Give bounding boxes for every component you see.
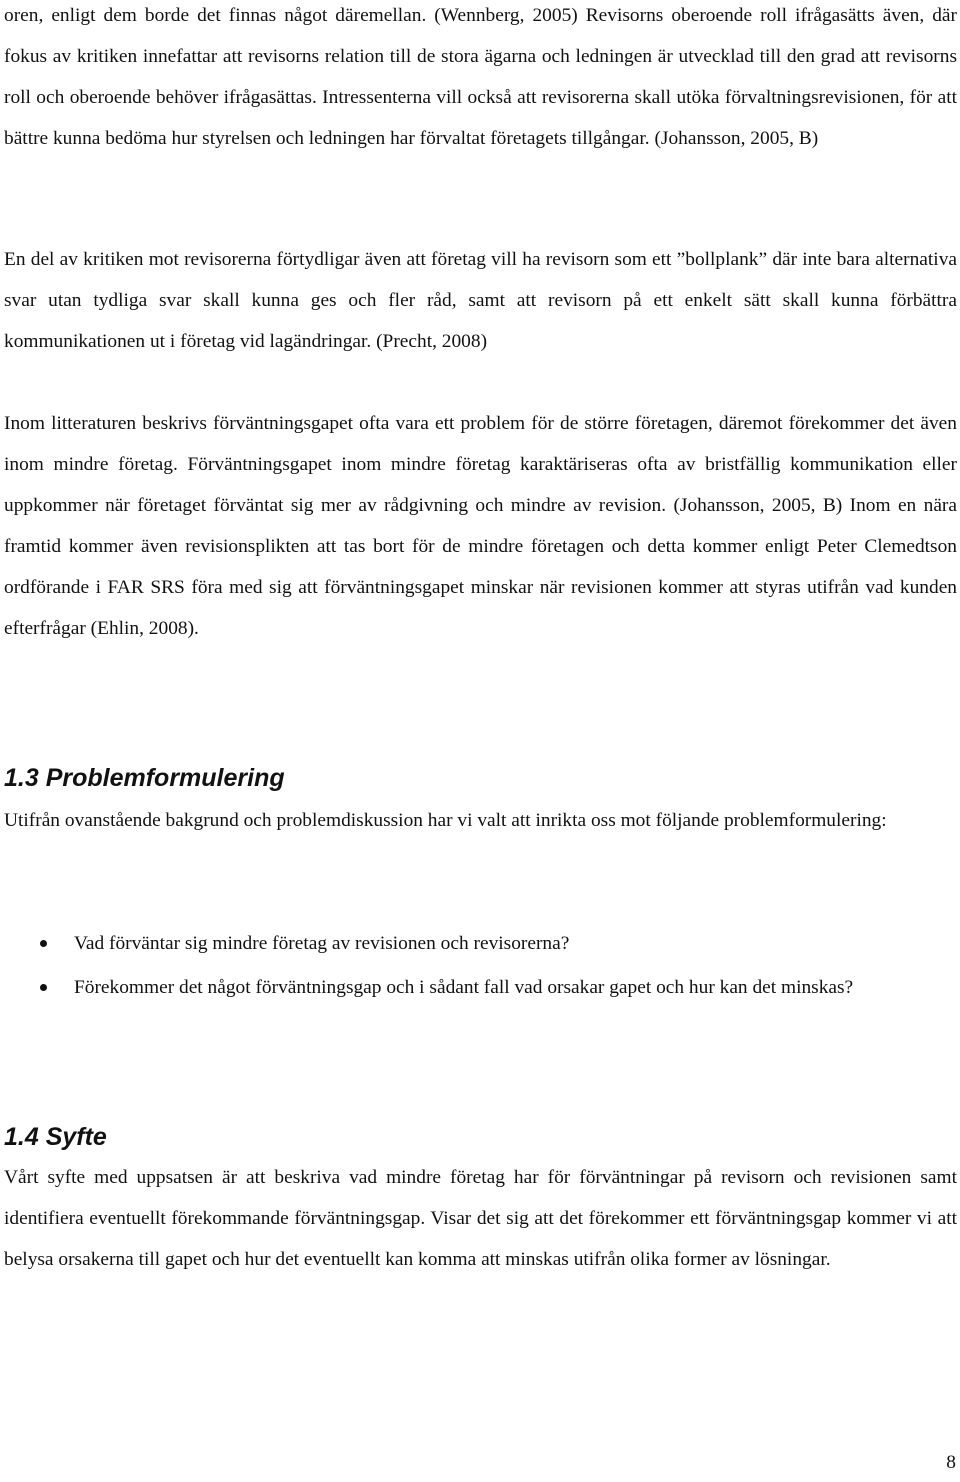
paragraph-expectation-gap-small-firms: Inom litteraturen beskrivs förväntningsgapet ofta vara ett problem för de större företagen, däremot förekommer det även inom mindre företag. Förväntningsgapet inom mindre företag karaktäriseras ofta av bristfällig kommunikation eller uppkommer när företaget förväntat sig mer av rådgivning och mindre av revision. (Johansson, 2005, B) Inom en nära framtid kommer även revisionsplikten att tas bort för de mindre företagen och detta kommer enligt Peter Clemedtson ordförande i FAR SRS föra med sig att förväntningsgapet minskar när revisionen kommer att styras utifrån vad kunden efterfrågar (Ehlin, 2008). — [4, 413, 957, 639]
research-question-text: Förekommer det något förväntningsgap och i sådant fall vad orsakar gapet och hur kan det minskas? — [74, 977, 854, 998]
list-item — [4, 923, 957, 964]
paragraph-problem-intro: Utifrån ovanstående bakgrund och problemdiskussion har vi valt att inrikta oss mot följande problemformulering: — [4, 810, 887, 831]
paragraph-purpose: Vårt syfte med uppsatsen är att beskriva vad mindre företag har för förväntningar på revisorn och revisionen samt identifiera eventuellt förekommande förväntningsgap. Visar det sig att det förekommer ett förväntningsgap kommer vi att belysa orsakerna till gapet och hur det eventuellt kan komma att minskas utifrån olika former av lösningar. — [4, 1167, 957, 1270]
list-item — [4, 967, 957, 1008]
section-heading-syfte: 1.4 Syfte — [4, 1123, 107, 1151]
section-heading-problemformulering: 1.3 Problemformulering — [4, 764, 285, 792]
paragraph-criticism-independence: oren, enligt dem borde det finnas något däremellan. (Wennberg, 2005) Revisorns oberoende roll ifrågasätts även, där fokus av kritiken innefattar att revisorns relation till de stora ägarna och ledningen är utvecklad till den grad att revisorns roll och oberoende behöver ifrågasättas. Intressenterna vill också att revisorerna skall utöka förvaltningsrevisionen, för att bättre kunna bedöma hur styrelsen och ledningen har förvaltat företagets tillgångar. (Johansson, 2005, B) — [4, 5, 957, 149]
paragraph-sounding-board: En del av kritiken mot revisorerna förtydligar även att företag vill ha revisorn som ett ”bollplank” där inte bara alternativa svar utan tydliga svar skall kunna ges och fler råd, samt att revisorn på ett enkelt sätt skall kunna förbättra kommunikationen ut i företag vid lagändringar. (Precht, 2008) — [4, 249, 957, 352]
research-question-text: Vad förväntar sig mindre företag av revisionen och revisorerna? — [74, 933, 570, 954]
page-number: 8 — [946, 1452, 956, 1473]
bullet-icon — [40, 984, 47, 991]
research-questions-list — [4, 923, 957, 1011]
bullet-icon — [40, 940, 47, 947]
